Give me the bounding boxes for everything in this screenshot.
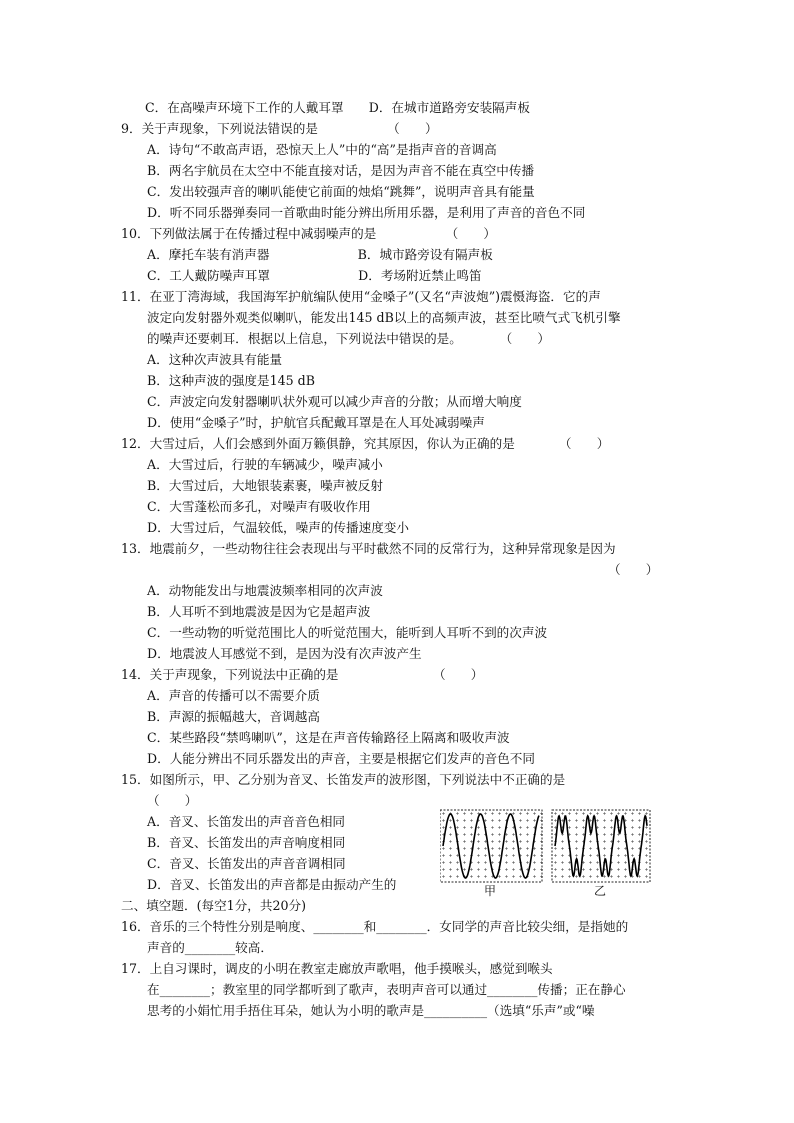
q11-option-d: D．使用“金嗓子”时，护航官兵配戴耳罩是在人耳处减弱噪声 (147, 415, 485, 430)
q16-stem-2: 声音的________较高． (147, 940, 273, 955)
q9-option-a: A．诗句“不敢高声语，恐惊天上人”中的“高”是指声音的音调高 (147, 142, 497, 157)
q9-stem: 9．关于声现象，下列说法错误的是 （ ） (121, 121, 438, 136)
q13-option-b: B．人耳听不到地震波是因为它是超声波 (147, 604, 371, 619)
q15-option-d: D．音叉、长笛发出的声音都是由振动产生的 (147, 877, 397, 892)
q11-option-b: B．这种声波的强度是145 dB (147, 373, 315, 388)
q11-stem-1: 11．在亚丁湾海域，我国海军护航编队使用“金嗓子”(又名“声波炮”)震慑海盗．它的声 (121, 289, 601, 304)
q17-stem-3: 思考的小娟忙用手捂住耳朵，她认为小明的歌声是__________（选填“乐声”或“噪 (147, 1003, 595, 1018)
q10-options-cd: C．工人戴防噪声耳罩 D．考场附近禁止鸣笛 (147, 268, 482, 283)
q13-stem: 13．地震前夕，一些动物往往会表现出与平时截然不同的反常行为，这种异常现象是因为 (121, 541, 616, 556)
q17-stem-2: 在________；教室里的同学都听到了歌声，表明声音可以通过________传播；正在静心 (147, 982, 626, 997)
section-fill-in-heading: 二、填空题．(每空1分，共20分) (121, 898, 306, 913)
q12-option-d: D．大雪过后，气温较低，噪声的传播速度变小 (147, 520, 409, 535)
q12-option-c: C．大雪蓬松而多孔，对噪声有吸收作用 (147, 499, 371, 514)
q9-option-d: D．听不同乐器弹奏同一首歌曲时能分辨出所用乐器，是利用了声音的音色不同 (147, 205, 586, 220)
q12-option-b: B．大雪过后，大地银装素裹，噪声被反射 (147, 478, 383, 493)
q13-option-c: C．一些动物的听觉范围比人的听觉范围大，能听到人耳听不到的次声波 (147, 625, 548, 640)
q15-option-b: B．音叉、长笛发出的声音响度相同 (147, 835, 346, 850)
waveform-figure (440, 808, 652, 898)
q14-option-b: B．声源的振幅越大，音调越高 (147, 709, 320, 724)
q14-option-a: A．声音的传播可以不需要介质 (147, 688, 320, 703)
waveform-label-yi: 乙 (594, 884, 607, 898)
q13-answer-paren: （ ） (608, 562, 659, 577)
q13-option-a: A．动物能发出与地震波频率相同的次声波 (147, 583, 383, 598)
tuning-fork-frame (440, 810, 542, 882)
q16-stem-1: 16．音乐的三个特性分别是响度、________和________．女同学的声音比较尖细，是指她的 (121, 919, 629, 934)
q11-option-c: C．声波定向发射器喇叭状外观可以减少声音的分散；从而增大响度 (147, 394, 522, 409)
q15-option-c: C．音叉、长笛发出的声音音调相同 (147, 856, 346, 871)
q11-option-a: A．这种次声波具有能量 (147, 352, 283, 367)
q15-option-a: A．音叉、长笛发出的声音音色相同 (147, 814, 346, 829)
flute-waveform (555, 816, 647, 876)
waveform-label-jia: 甲 (484, 884, 497, 898)
q15-answer-paren: （ ） (147, 793, 198, 808)
q17-stem-1: 17．上自习课时，调皮的小明在教室走廊放声歌唱，他手摸喉头，感觉到喉头 (121, 961, 553, 976)
q10-stem: 10．下列做法属于在传播过程中减弱噪声的是 （ ） (121, 226, 496, 241)
q13-option-d: D．地震波人耳感觉不到，是因为没有次声波产生 (147, 646, 422, 661)
q15-stem: 15．如图所示，甲、乙分别为音叉、长笛发声的波形图，下列说法中不正确的是 (121, 772, 566, 787)
q14-option-d: D．人能分辨出不同乐器发出的声音，主要是根据它们发声的音色不同 (147, 751, 535, 766)
q10-options-ab: A．摩托车装有消声器 B．城市路旁设有隔声板 (147, 247, 493, 262)
q11-stem-3: 的噪声还要刺耳．根据以上信息，下列说法中错误的是。 （ ） (147, 331, 550, 346)
q14-option-c: C．某些路段“禁鸣喇叭”，这是在声音传输路径上隔离和吸收声波 (147, 730, 510, 745)
q9-option-c: C．发出较强声音的喇叭能使它前面的烛焰“跳舞”，说明声音具有能量 (147, 184, 535, 199)
waveform-svg (440, 808, 652, 898)
q12-option-a: A．大雪过后，行驶的车辆减少，噪声减小 (147, 457, 383, 472)
q8-options-cd: C．在高噪声环境下工作的人戴耳罩 D．在城市道路旁安装隔声板 (145, 100, 530, 115)
q12-stem: 12．大雪过后，人们会感到外面万籁俱静，究其原因，你认为正确的是 （ ） (121, 436, 610, 451)
q11-stem-2: 波定向发射器外观类似喇叭，能发出145 dB以上的高频声波，甚至比喷气式飞机引擎 (147, 310, 621, 325)
q9-option-b: B．两名宇航员在太空中不能直接对话，是因为声音不能在真空中传播 (147, 163, 535, 178)
q14-stem: 14．关于声现象，下列说法中正确的是 （ ） (121, 667, 484, 682)
